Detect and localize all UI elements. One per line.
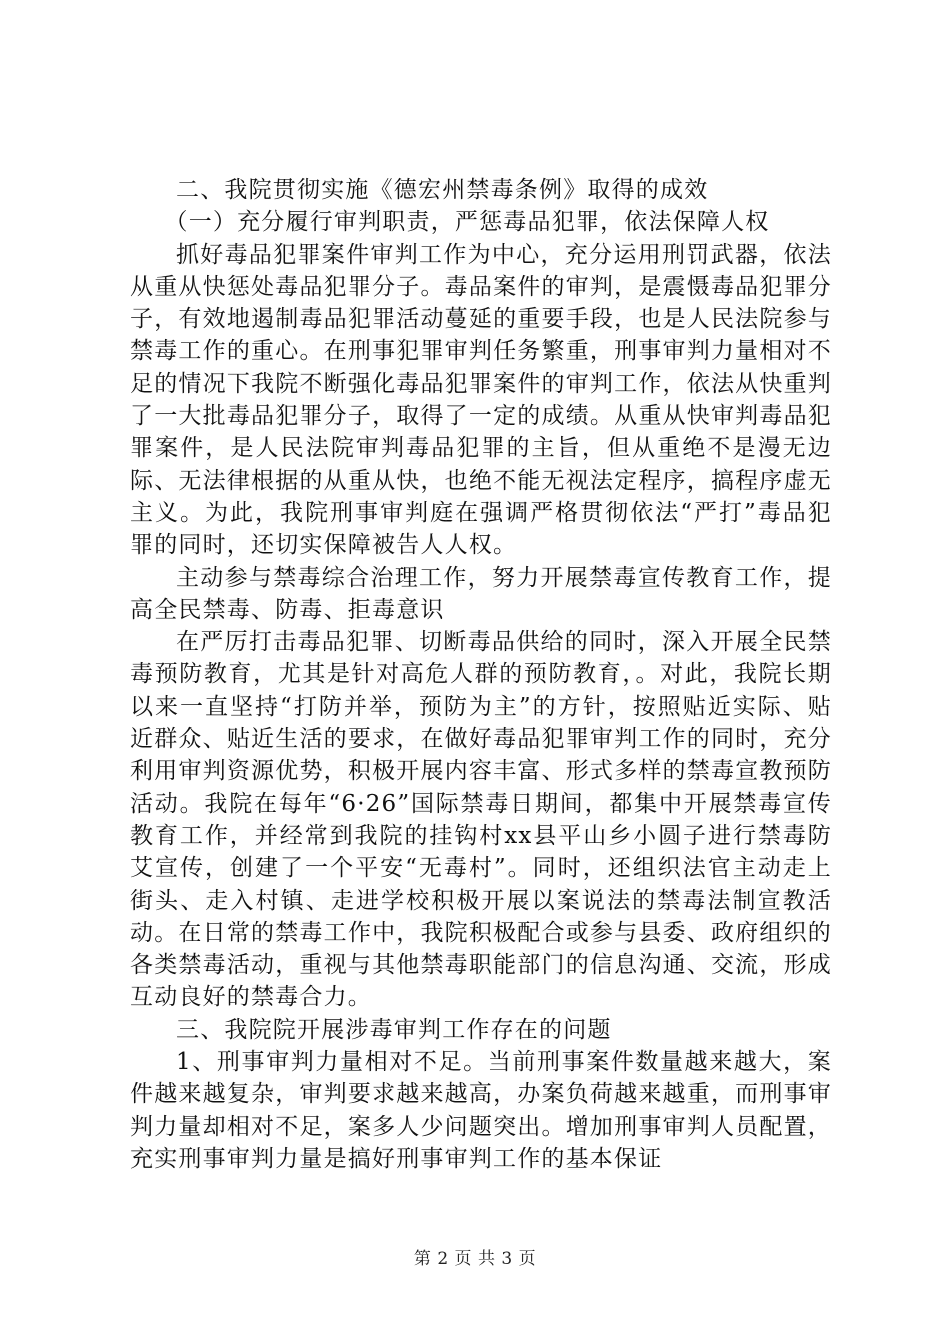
page-number-footer: 第 2 页 共 3 页 xyxy=(413,1249,537,1269)
document-body xyxy=(130,174,832,1175)
section-heading-achievements: 二、我院贯彻实施《德宏州禁毒条例》取得的成效 xyxy=(176,177,709,203)
paragraph-comprehensive-governance: 主动参与禁毒综合治理工作，努力开展禁毒宣传教育工作，提高全民禁毒、防毒、拒毒意识 xyxy=(130,564,832,623)
section-heading-problems: 三、我院院开展涉毒审判工作存在的问题 xyxy=(176,1016,612,1043)
paragraph-prevention-education: 在严厉打击毒品犯罪、切断毒品供给的同时，深入开展全民禁毒预防教育，尤其是针对高危人群的预防教育，。对此，我院长期以来一直坚持“打防并举，预防为主”的方针，按照贴近实际、贴近群众、贴近生活的要求，在做好毒品犯罪审判工作的同时，充分利用审判资源优势，积极开展内容丰富、形式多样的禁毒宣教预防活动。我院在每年“6·26”国际禁毒日期间，都集中开展禁毒宣传教育工作，并经常到我院的挂钩村xx县平山乡小圆子进行禁毒防艾宣传，创建了一个平安“无毒村”。同时，还组织法官主动走上街头、走入村镇、走进学校积极开展以案说法的禁毒法制宣教活动。在日常的禁毒工作中，我院积极配合或参与县委、政府组织的各类禁毒活动，重视与其他禁毒职能部门的信息沟通、交流，形成互动良好的禁毒合力。 xyxy=(130,629,832,1011)
paragraph-trial-work: 抓好毒品犯罪案件审判工作为中心，充分运用刑罚武器，依法从重从快惩处毒品犯罪分子。毒品案件的审判，是震慑毒品犯罪分子，有效地遏制毒品犯罪活动蔓延的重要手段，也是人民法院参与禁毒工作的重心。在刑事犯罪审判任务繁重，刑事审判力量相对不足的情况下我院不断强化毒品犯罪案件的审判工作，依法从快重判了一大批毒品犯罪分子，取得了一定的成绩。从重从快审判毒品犯罪案件，是人民法院审判毒品犯罪的主旨，但从重绝不是漫无边际、无法律根据的从重从快，也绝不能无视法定程序，搞程序虚无主义。为此，我院刑事审判庭在强调严格贯彻依法“严打”毒品犯罪的同时，还切实保障被告人人权。 xyxy=(130,241,832,559)
paragraph-insufficient-staff: 1、刑事审判力量相对不足。当前刑事案件数量越来越大，案件越来越复杂，审判要求越来越高，办案负荷越来越重，而刑事审判力量却相对不足，案多人少问题突出。增加刑事审判人员配置，充实刑事审判力量是搞好刑事审判工作的基本保证 xyxy=(130,1049,832,1172)
subsection-heading-trial-duties: （一）充分履行审判职责，严惩毒品犯罪，依法保障人权 xyxy=(164,209,770,236)
